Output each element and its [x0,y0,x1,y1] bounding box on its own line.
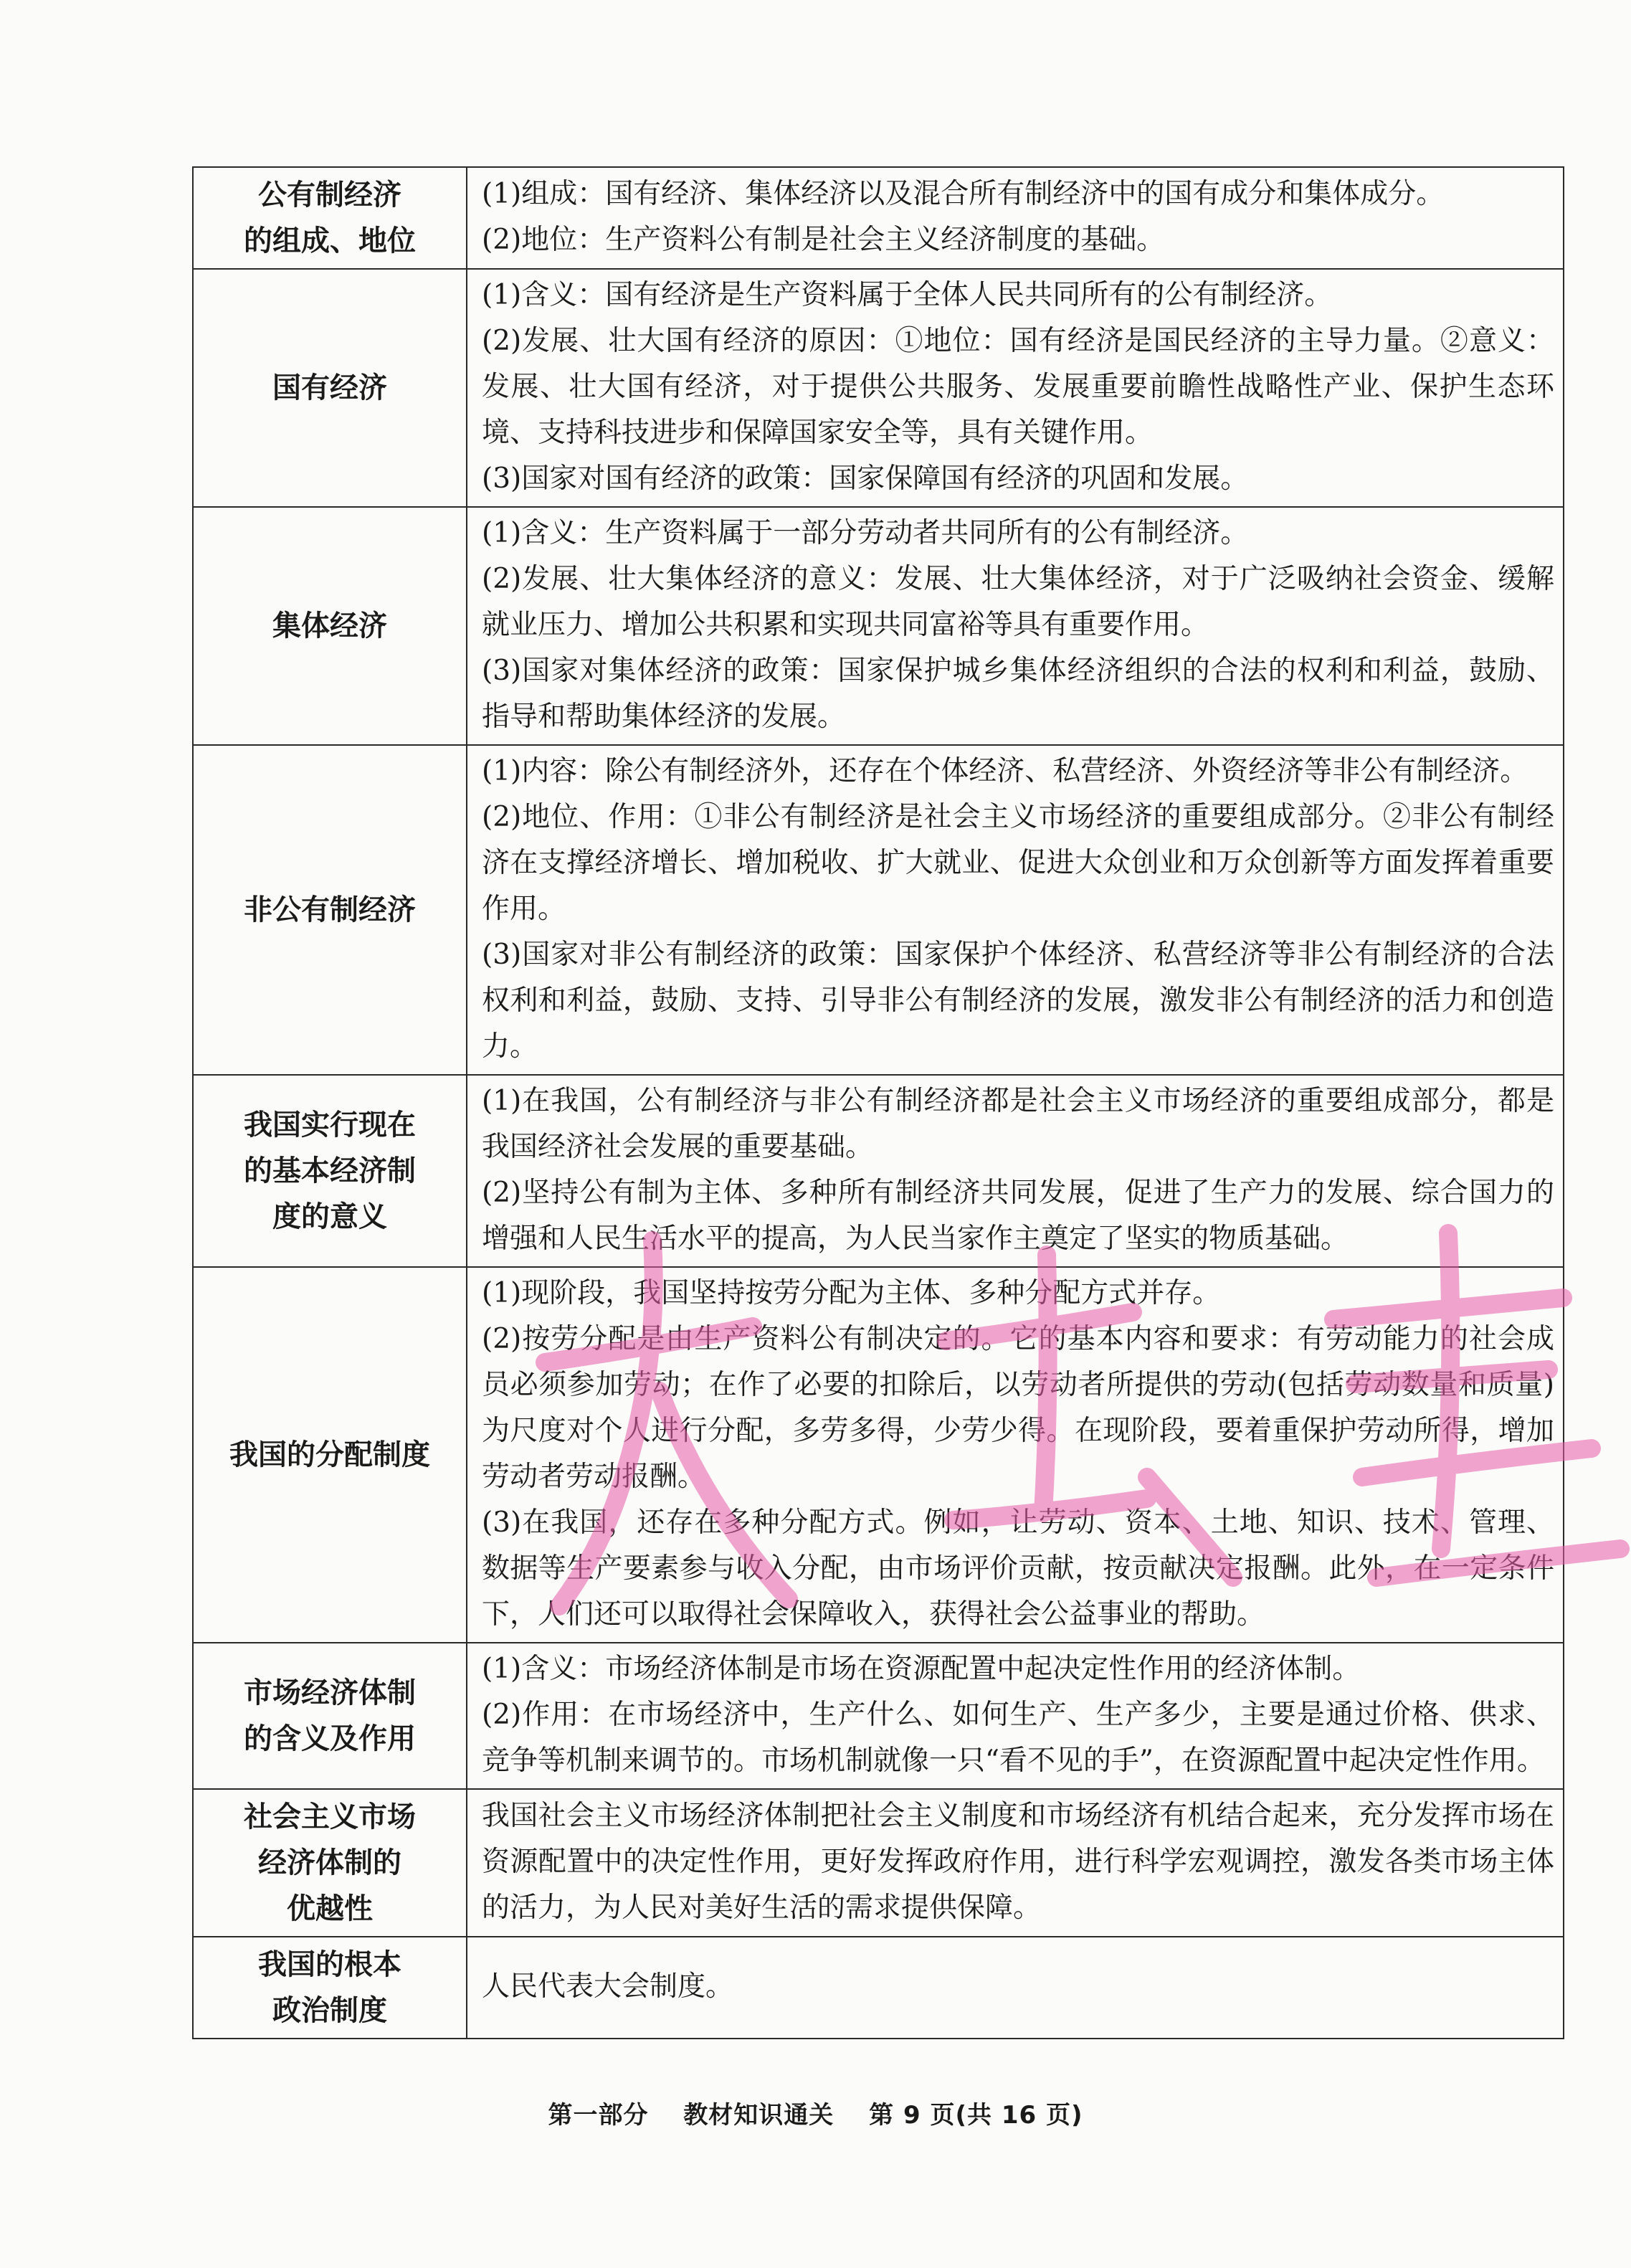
table-row [193,745,1564,1075]
row-content [467,507,1564,745]
row-label-line: 的组成、地位 [244,224,416,257]
table-row [193,1789,1564,1937]
content-item: (3)在我国，还存在多种分配方式。例如，让劳动、资本、土地、知识、技术、管理、数据等生产要素参与收入分配，由市场评价贡献，按贡献决定报酬。此外，在一定条件下，人们还可以取得社会保障收入，获得社会公益事业的帮助。 [482,1507,1554,1631]
footer-section: 教材知识通关 [683,2101,834,2130]
content-item: (1)在我国，公有制经济与非公有制经济都是社会主义市场经济的重要组成部分，都是我国经济社会发展的重要基础。 [482,1085,1554,1163]
row-content [467,1267,1564,1643]
content-item: (1)含义：国有经济是生产资料属于全体人民共同所有的公有制经济。 [482,279,1333,311]
row-label [193,1643,467,1789]
row-content [467,167,1564,269]
content-item: (3)国家对国有经济的政策：国家保障国有经济的巩固和发展。 [482,462,1249,495]
row-label [193,1789,467,1937]
table-row [193,167,1564,269]
row-label [193,1267,467,1643]
row-label-line: 的含义及作用 [244,1722,416,1755]
row-label-line: 经济体制的 [258,1846,401,1879]
content-item: 我国社会主义市场经济体制把社会主义制度和市场经济有机结合起来，充分发挥市场在资源配置中的决定性作用，更好发挥政府作用，进行科学宏观调控，激发各类市场主体的活力，为人民对美好生活的需求提供保障。 [482,1800,1554,1924]
table-row [193,1937,1564,2039]
content-item: (2)发展、壮大集体经济的意义：发展、壮大集体经济，对于广泛吸纳社会资金、缓解就业压力、增加公共积累和实现共同富裕等具有重要作用。 [482,563,1554,641]
page-footer [0,2095,1631,2130]
row-label-line: 市场经济体制 [244,1676,416,1709]
content-item: (1)组成：国有经济、集体经济以及混合所有制经济中的国有成分和集体成分。 [482,178,1445,210]
content-item: (1)现阶段，我国坚持按劳分配为主体、多种分配方式并存。 [482,1277,1221,1309]
row-label-line: 国有经济 [272,371,387,404]
row-content [467,1937,1564,2039]
row-label-line: 度的意义 [272,1200,387,1233]
row-content [467,1789,1564,1937]
table-row [193,1643,1564,1789]
row-label [193,1075,467,1267]
table-row [193,507,1564,745]
row-label-line: 我国实行现在 [244,1109,416,1142]
knowledge-table [192,166,1564,2039]
row-label-line: 社会主义市场 [244,1800,416,1833]
content-item: (2)地位、作用：①非公有制经济是社会主义市场经济的重要组成部分。②非公有制经济在支撑经济增长、增加税收、扩大就业、促进大众创业和万众创新等方面发挥着重要作用。 [482,801,1554,925]
row-label-line: 非公有制经济 [244,893,416,926]
row-label [193,1937,467,2039]
footer-part: 第一部分 [548,2101,649,2130]
content-item: (2)作用：在市场经济中，生产什么、如何生产、生产多少，主要是通过价格、供求、竞争等机制来调节的。市场机制就像一只“看不见的手”，在资源配置中起决定性作用。 [482,1699,1554,1777]
footer-page-number: 第 9 页(共 16 页) [869,2101,1083,2130]
content-item: 人民代表大会制度。 [482,1970,734,2003]
row-label [193,167,467,269]
row-label [193,269,467,507]
row-label-line: 集体经济 [272,609,387,642]
content-item: (2)坚持公有制为主体、多种所有制经济共同发展，促进了生产力的发展、综合国力的增强和人民生活水平的提高，为人民当家作主奠定了坚实的物质基础。 [482,1177,1554,1255]
content-item: (1)内容：除公有制经济外，还存在个体经济、私营经济、外资经济等非公有制经济。 [482,755,1528,787]
row-label [193,507,467,745]
content-item: (2)按劳分配是由生产资料公有制决定的。它的基本内容和要求：有劳动能力的社会成员必须参加劳动；在作了必要的扣除后，以劳动者所提供的劳动(包括劳动数量和质量)为尺度对个人进行分配，多劳多得，少劳少得。在现阶段，要着重保护劳动所得，增加劳动者劳动报酬。 [482,1323,1554,1493]
content-item: (1)含义：生产资料属于一部分劳动者共同所有的公有制经济。 [482,517,1249,549]
content-item: (2)发展、壮大国有经济的原因：①地位：国有经济是国民经济的主导力量。②意义：发展、壮大国有经济，对于提供公共服务、发展重要前瞻性战略性产业、保护生态环境、支持科技进步和保障国家安全等，具有关键作用。 [482,325,1554,449]
row-content [467,745,1564,1075]
row-label-line: 公有制经济 [258,179,401,212]
row-label [193,745,467,1075]
content-item: (3)国家对集体经济的政策：国家保护城乡集体经济组织的合法的权利和利益，鼓励、指导和帮助集体经济的发展。 [482,655,1554,733]
table-row [193,1267,1564,1643]
row-label-line: 我国的分配制度 [229,1438,430,1471]
row-label-line: 我国的根本 [258,1948,401,1981]
row-content [467,1643,1564,1789]
row-label-line: 政治制度 [272,1994,387,2027]
row-label-line: 优越性 [287,1892,373,1925]
row-content [467,269,1564,507]
content-item: (1)含义：市场经济体制是市场在资源配置中起决定性作用的经济体制。 [482,1653,1361,1685]
table-row [193,1075,1564,1267]
row-content [467,1075,1564,1267]
content-item: (3)国家对非公有制经济的政策：国家保护个体经济、私营经济等非公有制经济的合法权利和利益，鼓励、支持、引导非公有制经济的发展，激发非公有制经济的活力和创造力。 [482,939,1554,1063]
row-label-line: 的基本经济制 [244,1154,416,1187]
content-item: (2)地位：生产资料公有制是社会主义经济制度的基础。 [482,224,1165,256]
table-row [193,269,1564,507]
